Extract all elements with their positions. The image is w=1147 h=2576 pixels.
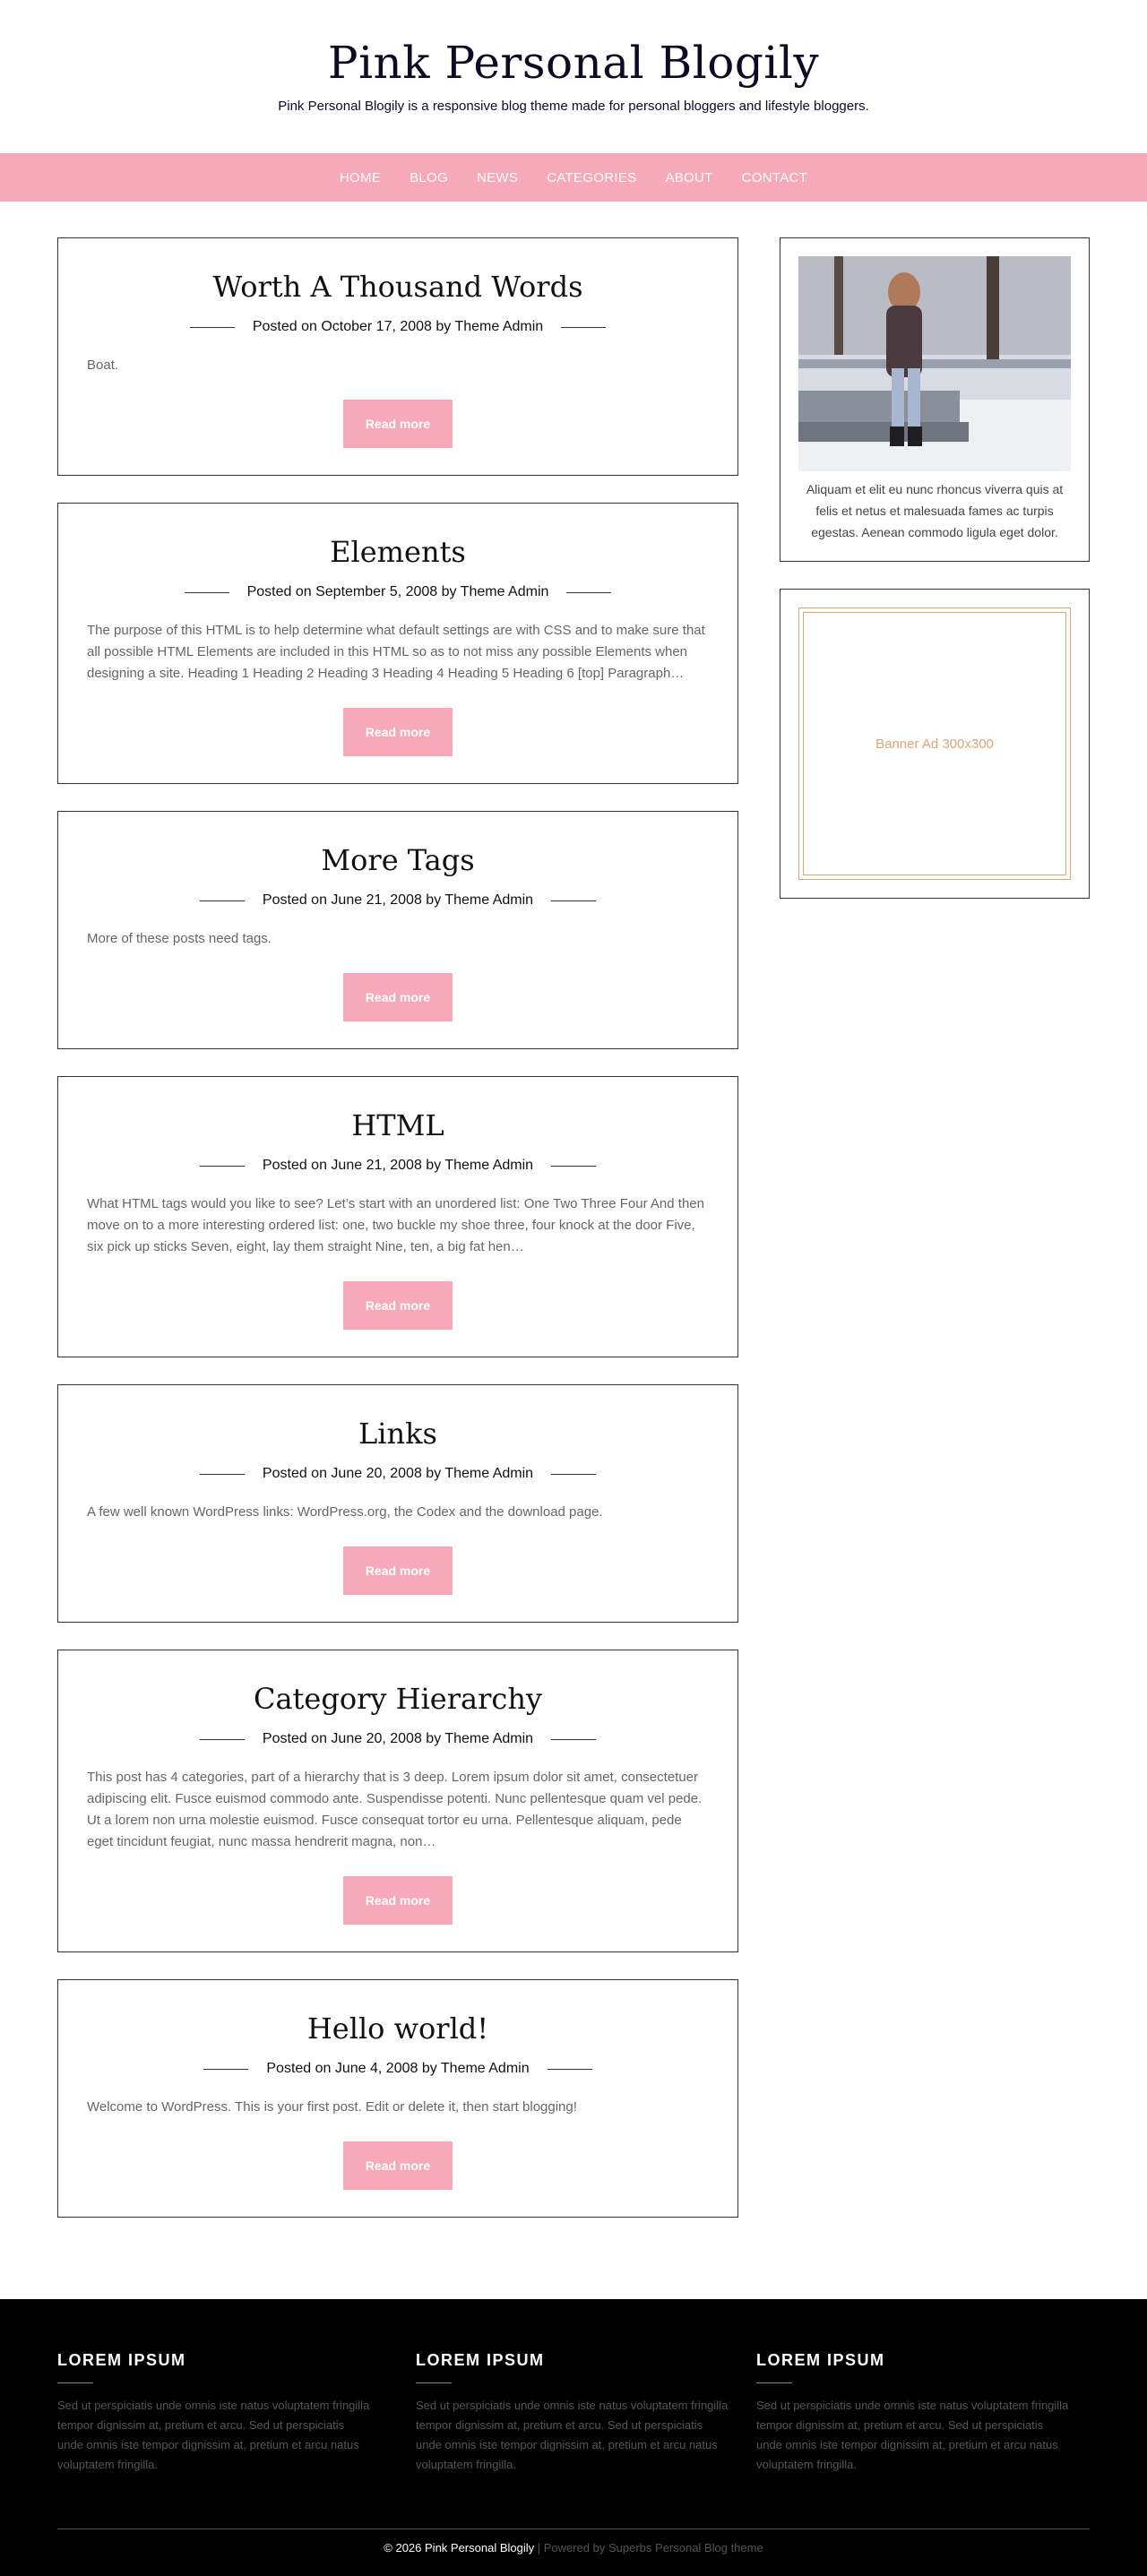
- post-title[interactable]: Worth A Thousand Words: [212, 270, 583, 304]
- meta-divider: [551, 900, 596, 901]
- nav-item-categories[interactable]: CATEGORIES: [547, 169, 637, 185]
- post-meta: [87, 1158, 709, 1174]
- post-meta: [87, 1466, 709, 1482]
- read-more-button[interactable]: Read more: [343, 1281, 453, 1330]
- profile-photo: [798, 256, 1071, 471]
- post-meta-text: Posted on September 5, 2008 by Theme Admin: [246, 584, 549, 599]
- meta-divider: [551, 1166, 596, 1167]
- post-excerpt: Boat.: [87, 358, 119, 373]
- nav-item-home[interactable]: HOME: [339, 169, 382, 185]
- meta-divider: [548, 2069, 592, 2070]
- nav-item-about[interactable]: ABOUT: [665, 169, 713, 185]
- post-meta: [87, 2061, 709, 2077]
- footer-column: [57, 2351, 371, 2475]
- meta-divider: [203, 2069, 248, 2070]
- footer-text: Sed ut perspiciatis unde omnis iste natus voluptatem fringilla tempor dignissim at, pretium et arcu. Sed ut perspiciatis unde omnis iste tempor dignissim at, pretium et arcu natus voluptatem fringilla.: [57, 2399, 370, 2471]
- post-meta-text: Posted on June 21, 2008 by Theme Admin: [262, 1158, 534, 1173]
- footer-text: Sed ut perspiciatis unde omnis iste natus voluptatem fringilla tempor dignissim at, pretium et arcu. Sed ut perspiciatis unde omnis iste tempor dignissim at, pretium et arcu natus voluptatem fringilla.: [756, 2399, 1069, 2471]
- post-meta: [87, 319, 709, 335]
- footer-heading-underline: [756, 2382, 792, 2383]
- meta-divider: [551, 1474, 596, 1475]
- footer-column: [416, 2351, 729, 2475]
- meta-divider: [190, 327, 235, 328]
- meta-divider: [561, 327, 606, 328]
- read-more-button[interactable]: Read more: [343, 1876, 453, 1925]
- footer-heading-underline: [416, 2382, 452, 2383]
- post-card: [57, 1076, 738, 1357]
- post-card: [57, 1384, 738, 1623]
- post-meta-text: Posted on June 20, 2008 by Theme Admin: [262, 1731, 534, 1746]
- post-excerpt: What HTML tags would you like to see? Let’s start with an unordered list: One Two Three Four And then move on to a more interesting ordered list: one, two buckle my shoe three, four knock at the door Five, six pick up sticks Seven, eight, lay them straight Nine, ten, a big fat hen…: [87, 1196, 704, 1254]
- post-title[interactable]: HTML: [351, 1108, 444, 1142]
- about-widget: [780, 237, 1090, 562]
- post-excerpt: This post has 4 categories, part of a hierarchy that is 3 deep. Lorem ipsum dolor sit amet, consectetuer adipiscing elit. Fusce euismod commodo ante. Suspendisse potenti. Nunc pellentesque quam vel pede. Ut a lorem non urna molestie euismod. Fusce consequat tortor eu urna. Pellentesque aliquam, pede eget tincidunt feugiat, nunc massa hendrerit magna, non…: [87, 1770, 703, 1849]
- post-title[interactable]: Elements: [330, 535, 466, 569]
- banner-ad-label: Banner Ad 300x300: [875, 736, 994, 752]
- post-meta: [87, 1731, 709, 1747]
- post-meta-text: Posted on October 17, 2008 by Theme Admin: [252, 319, 544, 334]
- nav-item-news[interactable]: NEWS: [476, 169, 519, 185]
- winter-photo-illustration: [798, 256, 1071, 471]
- post-excerpt: Welcome to WordPress. This is your first post. Edit or delete it, then start blogging!: [87, 2099, 577, 2115]
- footer-heading-underline: [57, 2382, 93, 2383]
- post-card: [57, 1650, 738, 1952]
- meta-divider: [200, 1474, 245, 1475]
- post-meta-text: Posted on June 4, 2008 by Theme Admin: [266, 2061, 530, 2076]
- site-title[interactable]: Pink Personal Blogily: [327, 37, 820, 89]
- meta-divider: [200, 1739, 245, 1740]
- read-more-button[interactable]: Read more: [343, 2141, 453, 2190]
- post-meta-text: Posted on June 20, 2008 by Theme Admin: [262, 1466, 534, 1481]
- meta-divider: [566, 592, 611, 593]
- banner-widget: [780, 589, 1090, 899]
- footer-bottom-bar: [0, 2541, 1147, 2554]
- post-title[interactable]: Hello world!: [306, 2012, 489, 2046]
- post-card: [57, 237, 738, 476]
- post-meta: [87, 584, 709, 600]
- footer-heading: LOREM IPSUM: [756, 2351, 885, 2369]
- post-title[interactable]: Category Hierarchy: [253, 1682, 542, 1716]
- about-caption: Aliquam et elit eu nunc rhoncus viverra quis at felis et netus et malesuada fames ac turpis egestas. Aenean commodo ligula eget dolor.: [806, 482, 1064, 539]
- post-meta: [87, 892, 709, 909]
- meta-divider: [200, 1166, 245, 1167]
- site-description: Pink Personal Blogily is a responsive blog theme made for personal bloggers and lifestyle bloggers.: [278, 99, 869, 114]
- powered-by-text[interactable]: | Powered by Superbs Personal Blog theme: [534, 2541, 763, 2554]
- site-header: [0, 0, 1147, 153]
- post-title[interactable]: Links: [358, 1417, 437, 1451]
- post-excerpt: The purpose of this HTML is to help determine what default settings are with CSS and to make sure that all possible HTML Elements are included in this HTML so as to not miss any possible Elements when designing a site. Heading 1 Heading 2 Heading 3 Heading 4 Heading 5 Heading 6 [top] Paragraph…: [87, 623, 705, 681]
- post-card: [57, 503, 738, 784]
- post-excerpt: More of these posts need tags.: [87, 931, 272, 946]
- footer-column: [756, 2351, 1070, 2475]
- read-more-button[interactable]: Read more: [343, 973, 453, 1021]
- read-more-button[interactable]: Read more: [343, 400, 453, 448]
- nav-item-contact[interactable]: CONTACT: [741, 169, 808, 185]
- footer-text: Sed ut perspiciatis unde omnis iste natus voluptatem fringilla tempor dignissim at, pretium et arcu. Sed ut perspiciatis unde omnis iste tempor dignissim at, pretium et arcu natus voluptatem fringilla.: [416, 2399, 729, 2471]
- footer-heading: LOREM IPSUM: [416, 2351, 545, 2369]
- meta-divider: [200, 900, 245, 901]
- meta-divider: [185, 592, 229, 593]
- read-more-button[interactable]: Read more: [343, 708, 453, 756]
- post-card: [57, 1979, 738, 2218]
- post-title[interactable]: More Tags: [321, 843, 475, 877]
- banner-ad-inner: [803, 612, 1066, 875]
- banner-ad[interactable]: [798, 607, 1071, 880]
- footer-heading: LOREM IPSUM: [57, 2351, 186, 2369]
- post-excerpt: A few well known WordPress links: WordPress.org, the Codex and the download page.: [87, 1504, 603, 1520]
- nav-item-blog[interactable]: BLOG: [410, 169, 448, 185]
- post-list: [57, 237, 738, 2244]
- post-meta-text: Posted on June 21, 2008 by Theme Admin: [262, 892, 534, 908]
- read-more-button[interactable]: Read more: [343, 1546, 453, 1595]
- sidebar: [780, 237, 1090, 926]
- content-area: [0, 202, 1147, 2299]
- copyright-text[interactable]: © 2026 Pink Personal Blogily: [384, 2541, 535, 2554]
- main-navigation: [0, 153, 1147, 202]
- post-card: [57, 811, 738, 1049]
- meta-divider: [551, 1739, 596, 1740]
- site-footer: [0, 2299, 1147, 2576]
